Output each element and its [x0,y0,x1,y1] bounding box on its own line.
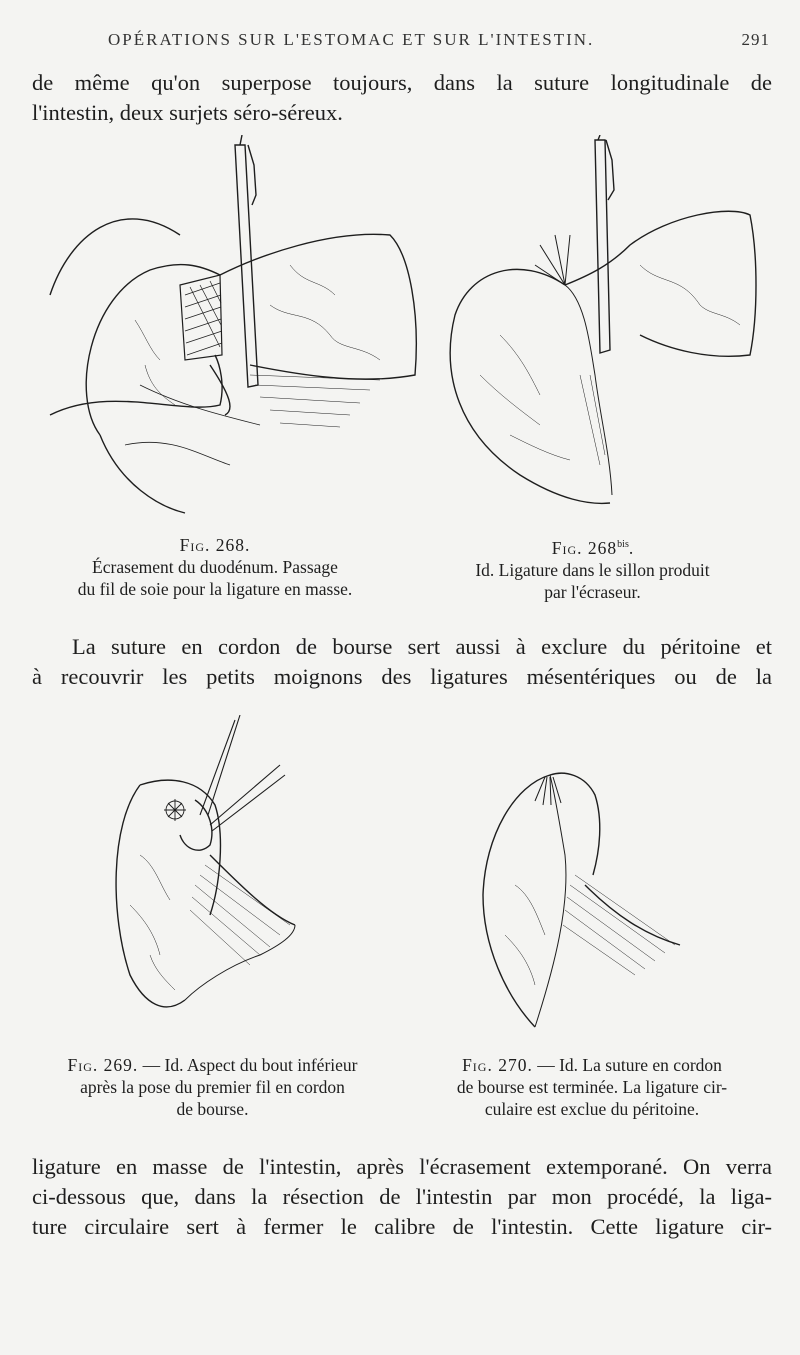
caption-line: après la pose du premier fil en cordon [80,1077,345,1097]
figure-268-illustration [30,135,425,520]
figure-268bis-illustration [440,135,760,520]
figure-label: Fig. 268. [179,535,251,555]
caption-line: — Id. La suture en cordon [532,1055,722,1075]
caption-line: de bourse est terminée. La ligature cir- [456,1077,728,1097]
text-line: l'intestin, deux surjets séro-séreux. [32,100,343,125]
figure-270-illustration [475,765,685,1035]
text-line: à recouvrir les petits moignons des ligatures mésentériques ou de la [32,664,772,689]
paragraph-2 [32,632,772,692]
figure-268bis-caption [425,534,760,603]
paragraph-3 [32,1152,772,1242]
caption-line: par l'écraseur. [544,581,641,602]
figure-label-superscript: bis [617,539,629,550]
running-title: OPÉRATIONS SUR L'ESTOMAC ET SUR L'INTESTIN. [108,30,595,49]
caption-line: de bourse. [176,1099,249,1119]
text-line: de même qu'on superpose toujours, dans la suture longitudinale de [32,70,772,95]
text-line: ci-dessous que, dans la résection de l'intestin par mon procédé, la liga- [32,1184,772,1209]
figure-label: Fig. 268 [551,537,618,558]
caption-line: — Id. Aspect du bout inférieur [138,1055,358,1075]
page-number: 291 [741,30,770,49]
paragraph-1 [32,68,772,128]
caption-line: culaire est exclue du péritoine. [484,1099,700,1119]
caption-line: Écrasement du duodénum. Passage [92,557,338,577]
text-line: ture circulaire sert à fermer le calibre de l'intestin. Cette ligature cir- [32,1214,772,1239]
caption-line: Id. Ligature dans le sillon produit [475,559,710,580]
figure-label: Fig. 270. [462,1055,533,1075]
figure-270-caption [412,1054,772,1120]
figure-268-caption [45,534,385,600]
text-line: La suture en cordon de bourse sert aussi à exclure du péritoine et [72,634,772,659]
caption-line: du fil de soie pour la ligature en masse. [77,579,353,599]
text-line: ligature en masse de l'intestin, après l'écrasement extemporané. On verra [32,1154,772,1179]
figure-label-end: . [628,537,634,558]
figure-269-illustration [100,715,300,1035]
figure-label: Fig. 269. [67,1055,139,1075]
figure-269-caption [30,1054,395,1120]
